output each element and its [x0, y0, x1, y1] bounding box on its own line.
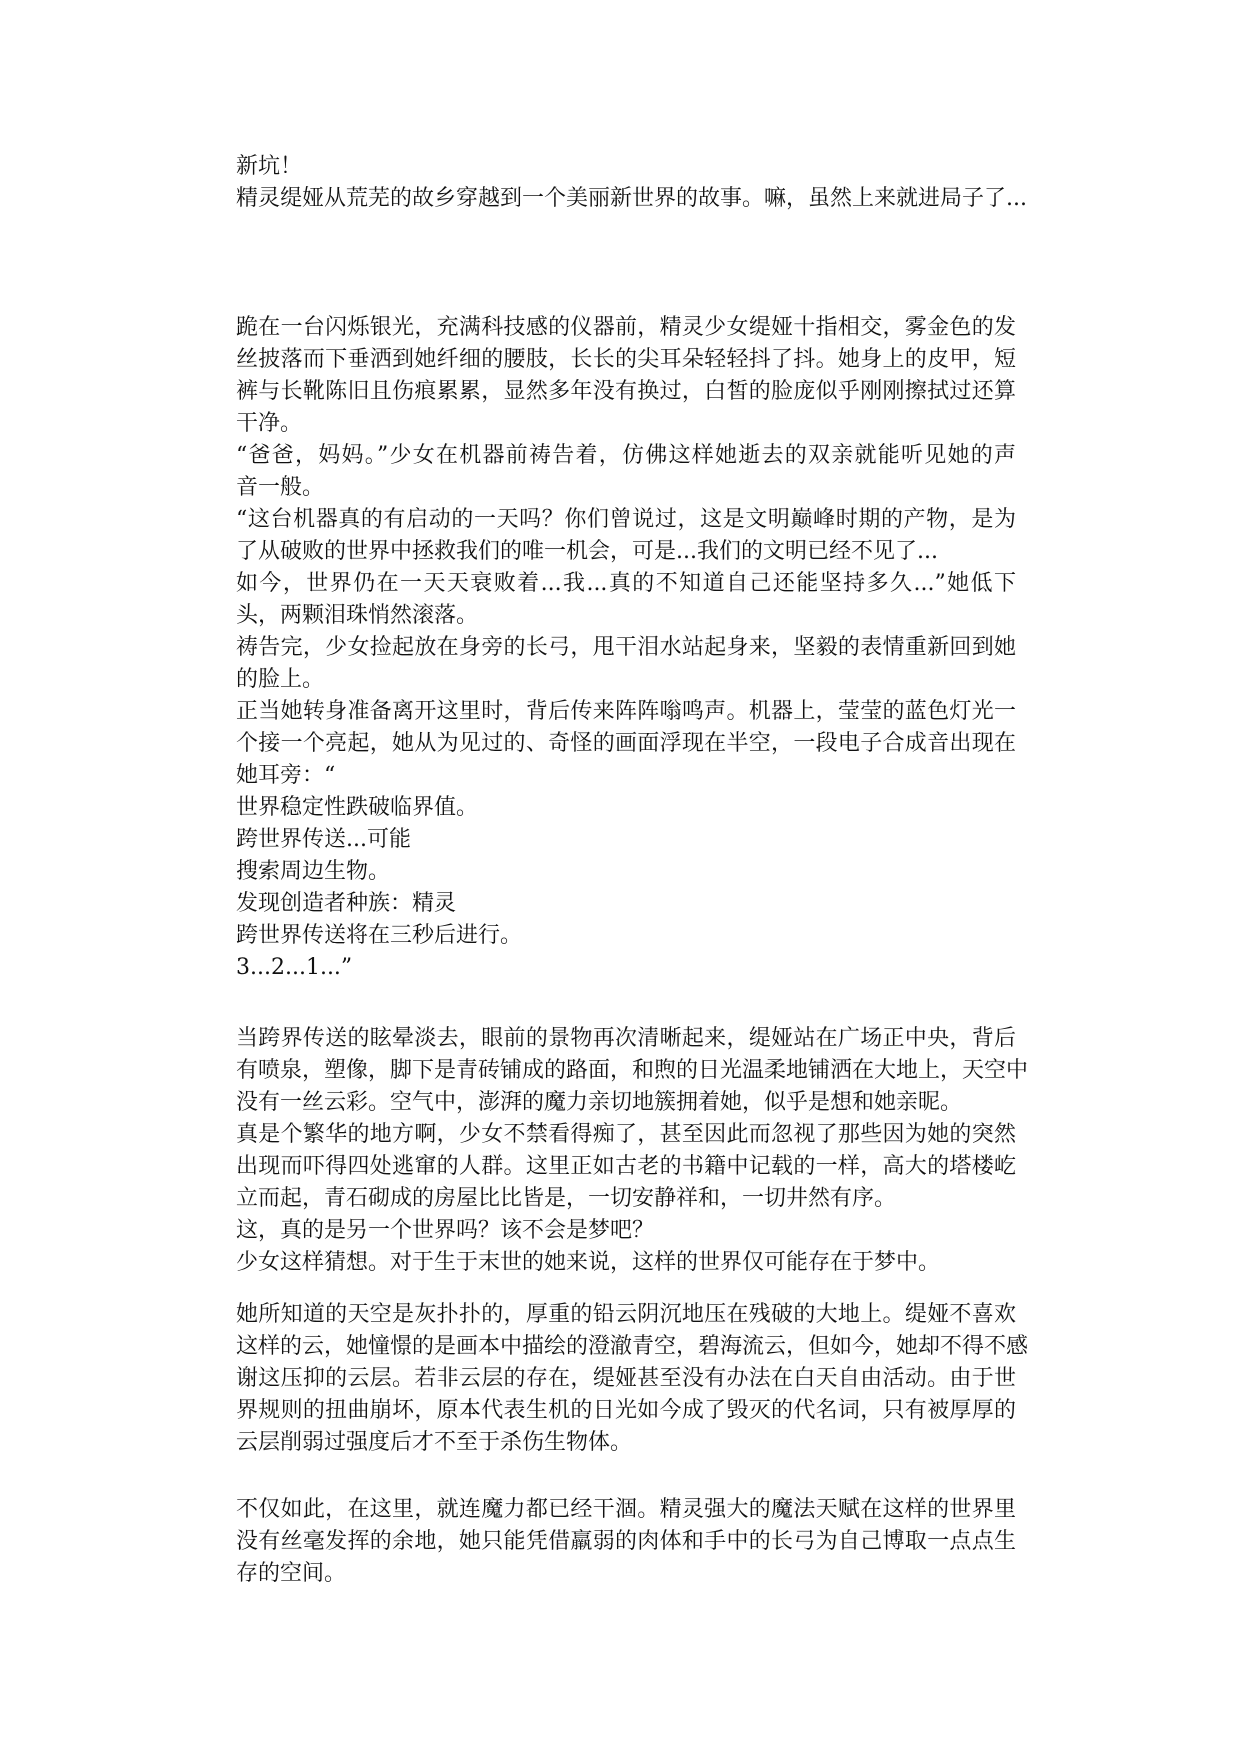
story-line: 存的空间。	[236, 1561, 347, 1586]
story-section-4	[236, 1494, 1016, 1590]
story-line: 跪在一台闪烁银光，充满科技感的仪器前，精灵少女缇娅十指相交，雾金色的发	[236, 315, 1016, 340]
story-line: 云层削弱过强度后才不至于杀伤生物体。	[236, 1430, 633, 1455]
intro-note	[236, 151, 1027, 215]
story-line: 不仅如此，在这里，就连魔力都已经干涸。精灵强大的魔法天赋在这样的世界里	[236, 1497, 1016, 1522]
story-line: 的脸上。	[236, 667, 325, 692]
story-line: 正当她转身准备离开这里时，背后传来阵阵嗡鸣声。机器上，莹莹的蓝色灯光一	[236, 699, 1016, 724]
story-line: 有喷泉，塑像，脚下是青砖铺成的路面，和煦的日光温柔地铺洒在大地上，天空中	[236, 1058, 1029, 1083]
story-line: 裤与长靴陈旧且伤痕累累，显然多年没有换过，白皙的脸庞似乎刚刚擦拭过还算	[236, 379, 1016, 404]
story-line: 当跨界传送的眩晕淡去，眼前的景物再次清晰起来，缇娅站在广场正中央，背后	[236, 1026, 1016, 1051]
story-line: 没有一丝云彩。空气中，澎湃的魔力亲切地簇拥着她，似乎是想和她亲昵。	[236, 1090, 963, 1115]
story-line: “这台机器真的有启动的一天吗？你们曾说过，这是文明巅峰时期的产物，是为	[236, 507, 1016, 532]
story-section-1	[236, 312, 1016, 984]
story-line: 立而起，青石砌成的房屋比比皆是，一切安静祥和，一切井然有序。	[236, 1186, 897, 1211]
story-line: “爸爸，妈妈。”少女在机器前祷告着，仿佛这样她逝去的双亲就能听见她的声	[236, 443, 1016, 468]
story-line: 发现创造者种族：精灵	[236, 891, 457, 916]
story-line: 3...2...1...”	[236, 955, 353, 980]
story-line: 搜索周边生物。	[236, 859, 391, 884]
story-line: 干净。	[236, 411, 303, 436]
story-line: 头，两颗泪珠悄然滚落。	[236, 603, 479, 628]
intro-line: 精灵缇娅从荒芜的故乡穿越到一个美丽新世界的故事。嘛，虽然上来就进局子了...	[236, 186, 1027, 211]
story-line: 祷告完，少女捡起放在身旁的长弓，甩干泪水站起身来，坚毅的表情重新回到她	[236, 635, 1016, 660]
story-line: 这样的云，她憧憬的是画本中描绘的澄澈青空，碧海流云，但如今，她却不得不感	[236, 1334, 1029, 1359]
story-line: 没有丝毫发挥的余地，她只能凭借羸弱的肉体和手中的长弓为自己博取一点点生	[236, 1529, 1016, 1554]
story-line: 真是个繁华的地方啊，少女不禁看得痴了，甚至因此而忽视了那些因为她的突然	[236, 1122, 1016, 1147]
story-line: 个接一个亮起，她从为见过的、奇怪的画面浮现在半空，一段电子合成音出现在	[236, 731, 1016, 756]
story-line: 她耳旁：“	[236, 763, 336, 788]
story-line: 跨世界传送...可能	[236, 827, 411, 852]
story-line: 如今，世界仍在一天天衰败着...我...真的不知道自己还能坚持多久...”她低下	[236, 571, 1016, 596]
story-line: 少女这样猜想。对于生于末世的她来说，这样的世界仅可能存在于梦中。	[236, 1250, 941, 1275]
story-line: 世界稳定性跌破临界值。	[236, 795, 479, 820]
story-line: 丝披落而下垂洒到她纤细的腰肢，长长的尖耳朵轻轻抖了抖。她身上的皮甲，短	[236, 347, 1016, 372]
story-line: 她所知道的天空是灰扑扑的，厚重的铅云阴沉地压在残破的大地上。缇娅不喜欢	[236, 1302, 1016, 1327]
story-line: 跨世界传送将在三秒后进行。	[236, 923, 523, 948]
story-line: 谢这压抑的云层。若非云层的存在，缇娅甚至没有办法在白天自由活动。由于世	[236, 1366, 1016, 1391]
story-line: 了从破败的世界中拯救我们的唯一机会，可是...我们的文明已经不见了...	[236, 539, 938, 564]
story-section-3	[236, 1299, 1029, 1459]
story-section-2	[236, 1023, 1029, 1279]
story-line: 这，真的是另一个世界吗？该不会是梦吧？	[236, 1218, 655, 1243]
story-line: 出现而吓得四处逃窜的人群。这里正如古老的书籍中记载的一样，高大的塔楼屹	[236, 1154, 1016, 1179]
story-line: 音一般。	[236, 475, 325, 500]
story-line: 界规则的扭曲崩坏，原本代表生机的日光如今成了毁灭的代名词，只有被厚厚的	[236, 1398, 1016, 1423]
intro-line: 新坑！	[236, 154, 303, 179]
